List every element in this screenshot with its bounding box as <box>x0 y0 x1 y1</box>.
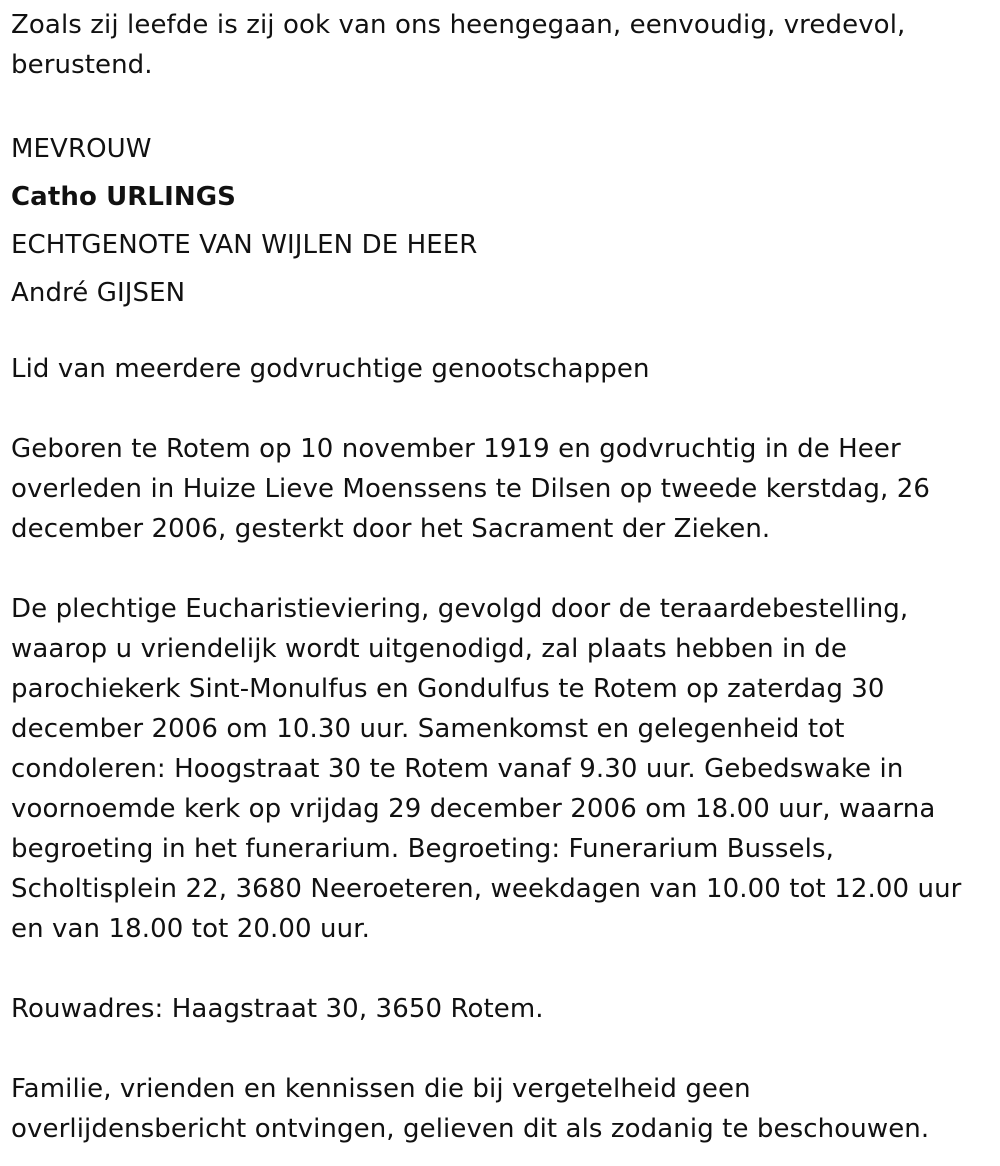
honorific-title: MEVROUW <box>11 134 152 164</box>
obituary-text <box>11 5 986 1149</box>
spacer <box>11 85 986 125</box>
spacer <box>11 317 986 349</box>
spacer <box>11 1029 986 1069</box>
birth-death-paragraph: Geboren te Rotem op 10 november 1919 en godvruchtig in de Heer overleden in Huize Lieve Moenssens te Dilsen op tweede kerstdag, 26 december 2006, gesterkt door het Sacrament der Zieken. <box>11 434 931 544</box>
opening-paragraph: Zoals zij leefde is zij ook van ons heengegaan, eenvoudig, vredevol, berustend. <box>11 10 906 80</box>
spacer <box>11 549 986 589</box>
spacer <box>11 389 986 429</box>
ceremony-paragraph: De plechtige Eucharistieviering, gevolgd door de teraardebestelling, waarop u vriendelijk wordt uitgenodigd, zal plaats hebben in de parochiekerk Sint-Monulfus en Gondulfus te Rotem op zaterdag 30 december 2006 om 10.30 uur. Samenkomst en gelegenheid tot condoleren: Hoogstraat 30 te Rotem vanaf 9.30 uur. Gebedswake in voornoemde kerk op vrijdag 29 december 2006 om 18.00 uur, waarna begroeting in het funerarium. Begroeting: Funerarium Bussels, Scholtisplein 22, 3680 Neeroeteren, weekdagen van 10.00 tot 12.00 uur en van 18.00 tot 20.00 uur. <box>11 594 962 944</box>
membership-line: Lid van meerdere godvruchtige genootschappen <box>11 354 650 384</box>
address-line: Rouwadres: Haagstraat 30, 3650 Rotem. <box>11 994 544 1024</box>
relation-line: ECHTGENOTE VAN WIJLEN DE HEER <box>11 230 478 260</box>
spouse-name: André GIJSEN <box>11 278 186 308</box>
closing-paragraph: Familie, vrienden en kennissen die bij vergetelheid geen overlijdensbericht ontvingen, gelieven dit als zodanig te beschouwen. <box>11 1074 930 1144</box>
deceased-name: Catho URLINGS <box>11 182 236 212</box>
spacer <box>11 949 986 989</box>
